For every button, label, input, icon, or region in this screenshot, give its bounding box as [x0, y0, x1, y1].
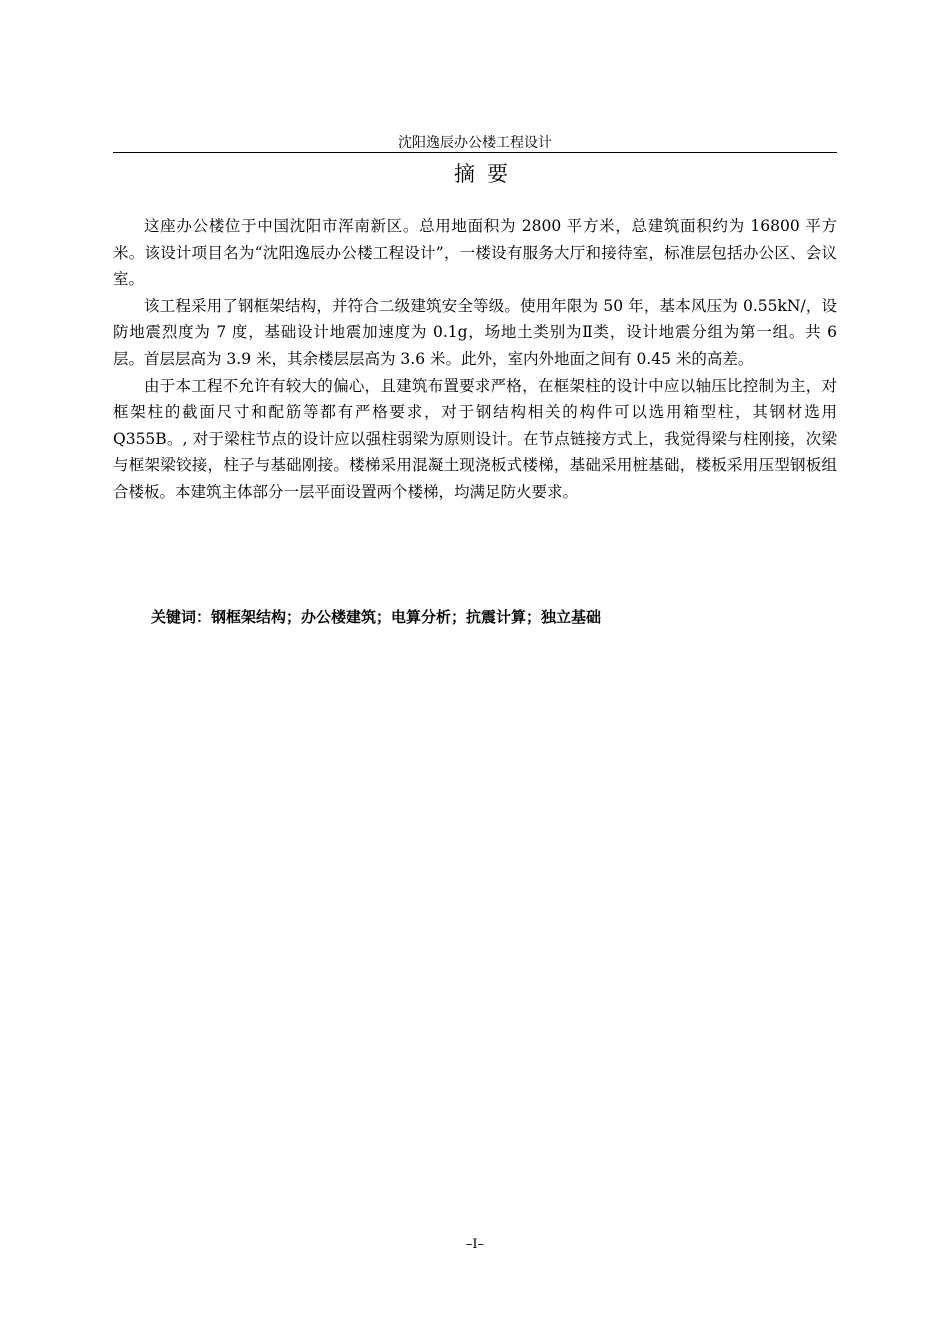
abstract-body	[113, 213, 837, 506]
abstract-heading: 摘要	[454, 162, 520, 186]
running-header-title: 沈阳逸辰办公楼工程设计	[398, 135, 552, 151]
page-number: –I–	[465, 1237, 485, 1252]
abstract-paragraph-2: 该工程采用了钢框架结构，并符合二级建筑安全等级。使用年限为 50 年，基本风压为 0.55kN/，设防地震烈度为 7 度，基础设计地震加速度为 0.1g，场地土类别为Ⅱ类，设计地震分组为第一组。共 6 层。首层层高为 3.9 米，其余楼层层高为 3.6 米。此外，室内外地面之间有 0.45 米的高差。	[113, 296, 837, 368]
keywords-line: 关键词：钢框架结构；办公楼建筑；电算分析；抗震计算；独立基础	[151, 608, 602, 626]
abstract-paragraph-3: 由于本工程不允许有较大的偏心，且建筑布置要求严格，在框架柱的设计中应以轴压比控制为主，对框架柱的截面尺寸和配筋等都有严格要求，对于钢结构相关的构件可以选用箱型柱，其钢材选用 Q355B。, 对于梁柱节点的设计应以强柱弱梁为原则设计。在节点链接方式上，我觉得梁与柱刚接，次梁与框架梁铰接，柱子与基础刚接。楼梯采用混凝土现浇板式楼梯，基础采用桩基础，楼板采用压型钢板组合楼板。本建筑主体部分一层平面设置两个楼梯，均满足防火要求。	[113, 376, 837, 501]
header-divider	[113, 152, 837, 153]
abstract-paragraph-1: 这座办公楼位于中国沈阳市浑南新区。总用地面积为 2800 平方米，总建筑面积约为 16800 平方米。该设计项目名为“沈阳逸辰办公楼工程设计”，一楼设有服务大厅和接待室，标准层包括办公区、会议室。	[113, 217, 837, 289]
